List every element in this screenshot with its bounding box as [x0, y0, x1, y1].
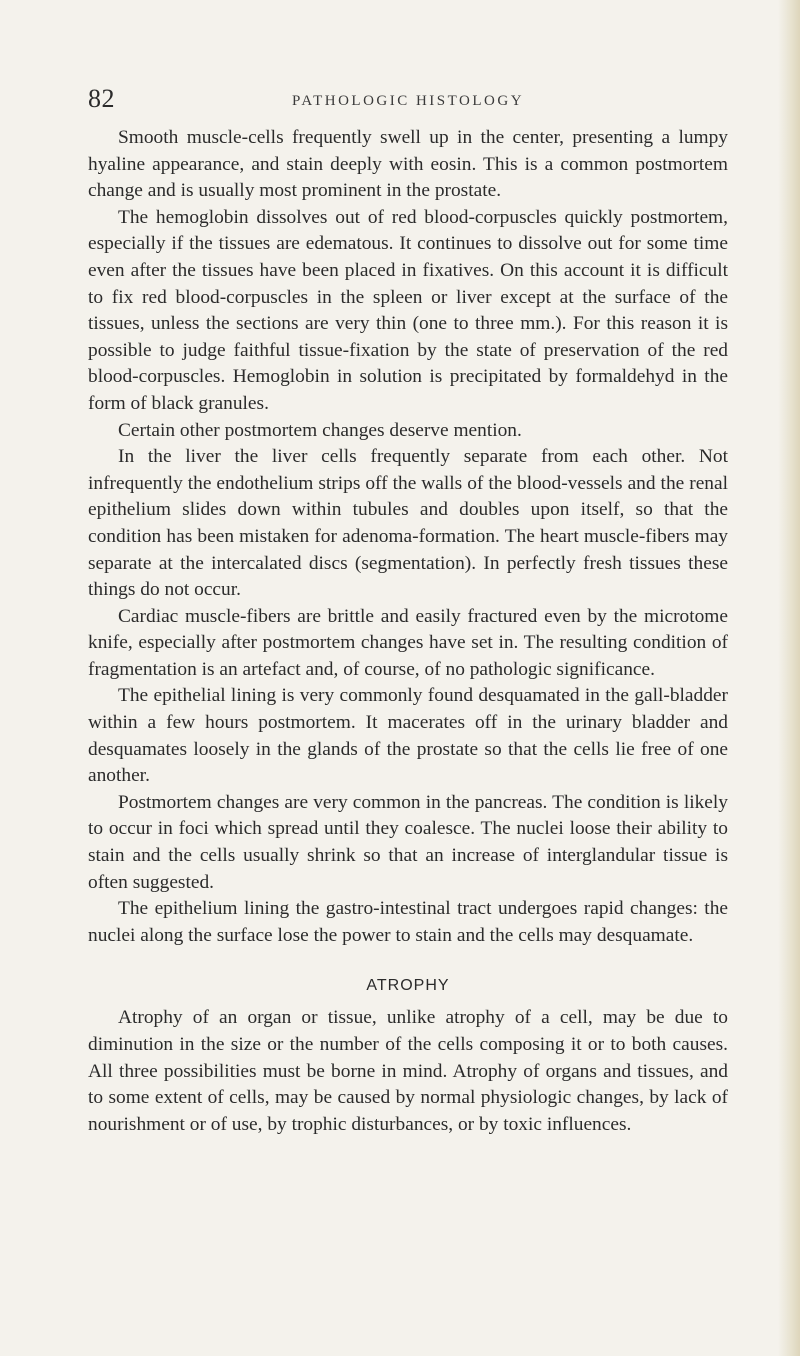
section-heading-atrophy: ATROPHY [366, 977, 450, 995]
page-number: 82 [88, 84, 115, 113]
paragraph-gastro-intestinal: The epithelium lining the gastro-intestinal tract undergoes rapid changes: the nuclei along the surface lose the power to stain and the cells may desquamate. [88, 898, 728, 946]
paragraph-cardiac: Cardiac muscle-fibers are brittle and easily fractured even by the microtome knife, especially after postmortem changes have set in. The resulting condition of fragmentation is an artefact and, of course, of no pathologic significance. [88, 605, 728, 680]
paragraph-smooth-muscle: Smooth muscle-cells frequently swell up in the center, presenting a lumpy hyaline appearance, and stain deeply with eosin. This is a common postmortem change and is usually most prominent in the prostate. [88, 127, 728, 202]
paragraph-pancreas: Postmortem changes are very common in the pancreas. The condition is likely to occur in foci which spread until they coalesce. The nuclei loose their ability to stain and the cells usually shrink so that an increase of interglandular tissue is often suggested. [88, 791, 728, 893]
paragraph-epithelial: The epithelial lining is very commonly found desquamated in the gall-bladder within a few hours postmortem. It macerates off in the urinary bladder and desquamates loosely in the glands of the prostate so that the cells lie free of one another. [88, 685, 728, 787]
page-edge-shadow [778, 0, 800, 1356]
paragraph-other-changes: Certain other postmortem changes deserve mention. [118, 419, 522, 441]
paragraph-hemoglobin: The hemoglobin dissolves out of red blood-corpuscles quickly postmortem, especially if the tissues are edematous. It continues to dissolve out for some time even after the tissues have been placed in fixatives. On this account it is difficult to fix red blood-corpuscles in the spleen or liver except at the surface of the tissues, unless the sections are very thin (one to three mm.). For this reason it is possible to judge faithful tissue-fixation by the state of preservation of the red blood-corpuscles. Hemoglobin in solution is precipitated by formaldehyd in the form of black granules. [88, 206, 728, 414]
paragraph-liver: In the liver the liver cells frequently separate from each other. Not infrequently the endothelium strips off the walls of the blood-vessels and the renal epithelium slides down within tubules and doubles upon itself, so that the condition has been mistaken for adenoma-formation. The heart muscle-fibers may separate at the intercalated discs (segmentation). In perfectly fresh tissues these things do not occur. [88, 446, 728, 601]
running-title: PATHOLOGIC HISTOLOGY [291, 93, 525, 109]
page-body [88, 125, 728, 1138]
paragraph-atrophy: Atrophy of an organ or tissue, unlike atrophy of a cell, may be due to diminution in the size or the number of the cells composing it or to both causes. All three possibilities must be borne in mind. Atrophy of organs and tissues, and to some extent of cells, may be caused by normal physiologic changes, by lack of nourishment or of use, by trophic disturbances, or by toxic influences. [88, 1007, 728, 1135]
page-header [88, 84, 728, 118]
